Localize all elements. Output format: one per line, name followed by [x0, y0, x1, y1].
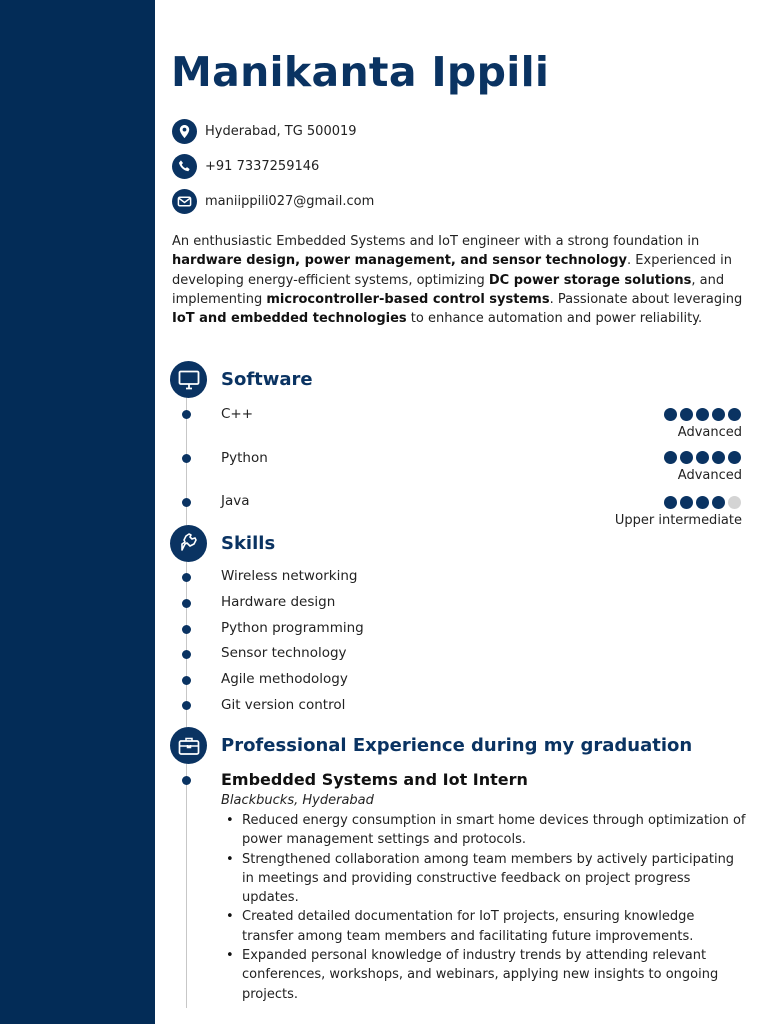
experience-section-title: Professional Experience during my graduation [221, 735, 693, 756]
rating-dot-filled [696, 496, 709, 509]
timeline-line [186, 390, 187, 1008]
rating-dot-filled [696, 451, 709, 464]
summary-text: An enthusiastic Embedded Systems and IoT engineer with a strong foundation in [172, 234, 700, 249]
timeline-dot [182, 498, 191, 507]
rating-dot-filled [680, 408, 693, 421]
phone-text: +91 7337259146 [205, 158, 320, 174]
summary-text: to enhance automation and power reliability. [406, 311, 703, 327]
rating-dot-filled [712, 451, 725, 464]
timeline-dot [182, 650, 191, 659]
skill-item: Sensor technology [221, 645, 347, 661]
rating-dot-filled [728, 408, 741, 421]
job-bullet: • Created detailed documentation for IoT projects, ensuring knowledge transfer among team members and facilitating future improvements. [221, 907, 746, 946]
skill-item: Agile methodology [221, 671, 348, 687]
rating-java [664, 496, 741, 509]
rating-dot-filled [712, 408, 725, 421]
rating-dot-filled [664, 408, 677, 421]
rating-dot-filled [680, 496, 693, 509]
phone-icon [172, 154, 197, 179]
skill-item: Python programming [221, 620, 364, 636]
contact-phone [172, 153, 319, 179]
profile-summary [172, 232, 744, 328]
rating-dot-empty [728, 496, 741, 509]
timeline-dot [182, 599, 191, 608]
level-python: Advanced [677, 468, 742, 483]
skill-item: Wireless networking [221, 568, 358, 584]
address-text: Hyderabad, TG 500019 [205, 123, 357, 139]
timeline-dot [182, 676, 191, 685]
contact-address [172, 118, 357, 144]
software-item-cpp: C++ [221, 406, 254, 422]
person-name: Manikanta Ippili [171, 48, 550, 96]
briefcase-icon [170, 727, 207, 764]
rating-cpp [664, 408, 741, 421]
skill-item: Git version control [221, 697, 346, 713]
timeline-dot [182, 701, 191, 710]
puzzle-hand-icon [170, 525, 207, 562]
software-item-java: Java [221, 493, 250, 509]
rating-dot-filled [696, 408, 709, 421]
summary-highlight: IoT and embedded technologies [172, 311, 407, 327]
summary-highlight: hardware design, power management, and sensor technology [172, 253, 628, 269]
contact-email [172, 188, 374, 214]
rating-dot-filled [680, 451, 693, 464]
summary-text: . Passionate about leveraging [549, 291, 743, 307]
summary-highlight: microcontroller-based control systems [266, 291, 550, 307]
rating-dot-filled [664, 496, 677, 509]
timeline-dot [182, 776, 191, 785]
sidebar-panel [0, 0, 155, 1024]
summary-highlight: DC power storage solutions [488, 272, 692, 288]
skill-item: Hardware design [221, 594, 336, 610]
software-item-python: Python [221, 450, 268, 466]
skills-section-title: Skills [221, 533, 276, 554]
level-cpp: Advanced [677, 425, 742, 440]
rating-dot-filled [728, 451, 741, 464]
rating-python [664, 451, 741, 464]
timeline-dot [182, 410, 191, 419]
job-company: Blackbucks, Hyderabad [221, 793, 374, 808]
job-bullet: • Expanded personal knowledge of industry trends by attending relevant conferences, workshops, and webinars, applying new insights to ongoing projects. [221, 946, 746, 1004]
rating-dot-filled [712, 496, 725, 509]
timeline-dot [182, 454, 191, 463]
job-bullet: • Strengthened collaboration among team members by actively participating in meetings and providing constructive feedback on project progress updates. [221, 850, 746, 908]
location-pin-icon [172, 119, 197, 144]
summary-text: , and implementing [172, 272, 725, 307]
level-java: Upper intermediate [614, 513, 742, 528]
summary-text: . Experienced in developing energy-efficient systems, optimizing [172, 253, 733, 288]
monitor-icon [170, 361, 207, 398]
email-text: maniippili027@gmail.com [205, 193, 375, 209]
rating-dot-filled [664, 451, 677, 464]
timeline-dot [182, 625, 191, 634]
software-section-title: Software [221, 369, 313, 390]
envelope-icon [172, 189, 197, 214]
job-bullets [221, 811, 746, 1004]
job-title: Embedded Systems and Iot Intern [221, 770, 528, 789]
job-bullet: • Reduced energy consumption in smart home devices through optimization of power management settings and protocols. [221, 811, 746, 850]
timeline-dot [182, 573, 191, 582]
